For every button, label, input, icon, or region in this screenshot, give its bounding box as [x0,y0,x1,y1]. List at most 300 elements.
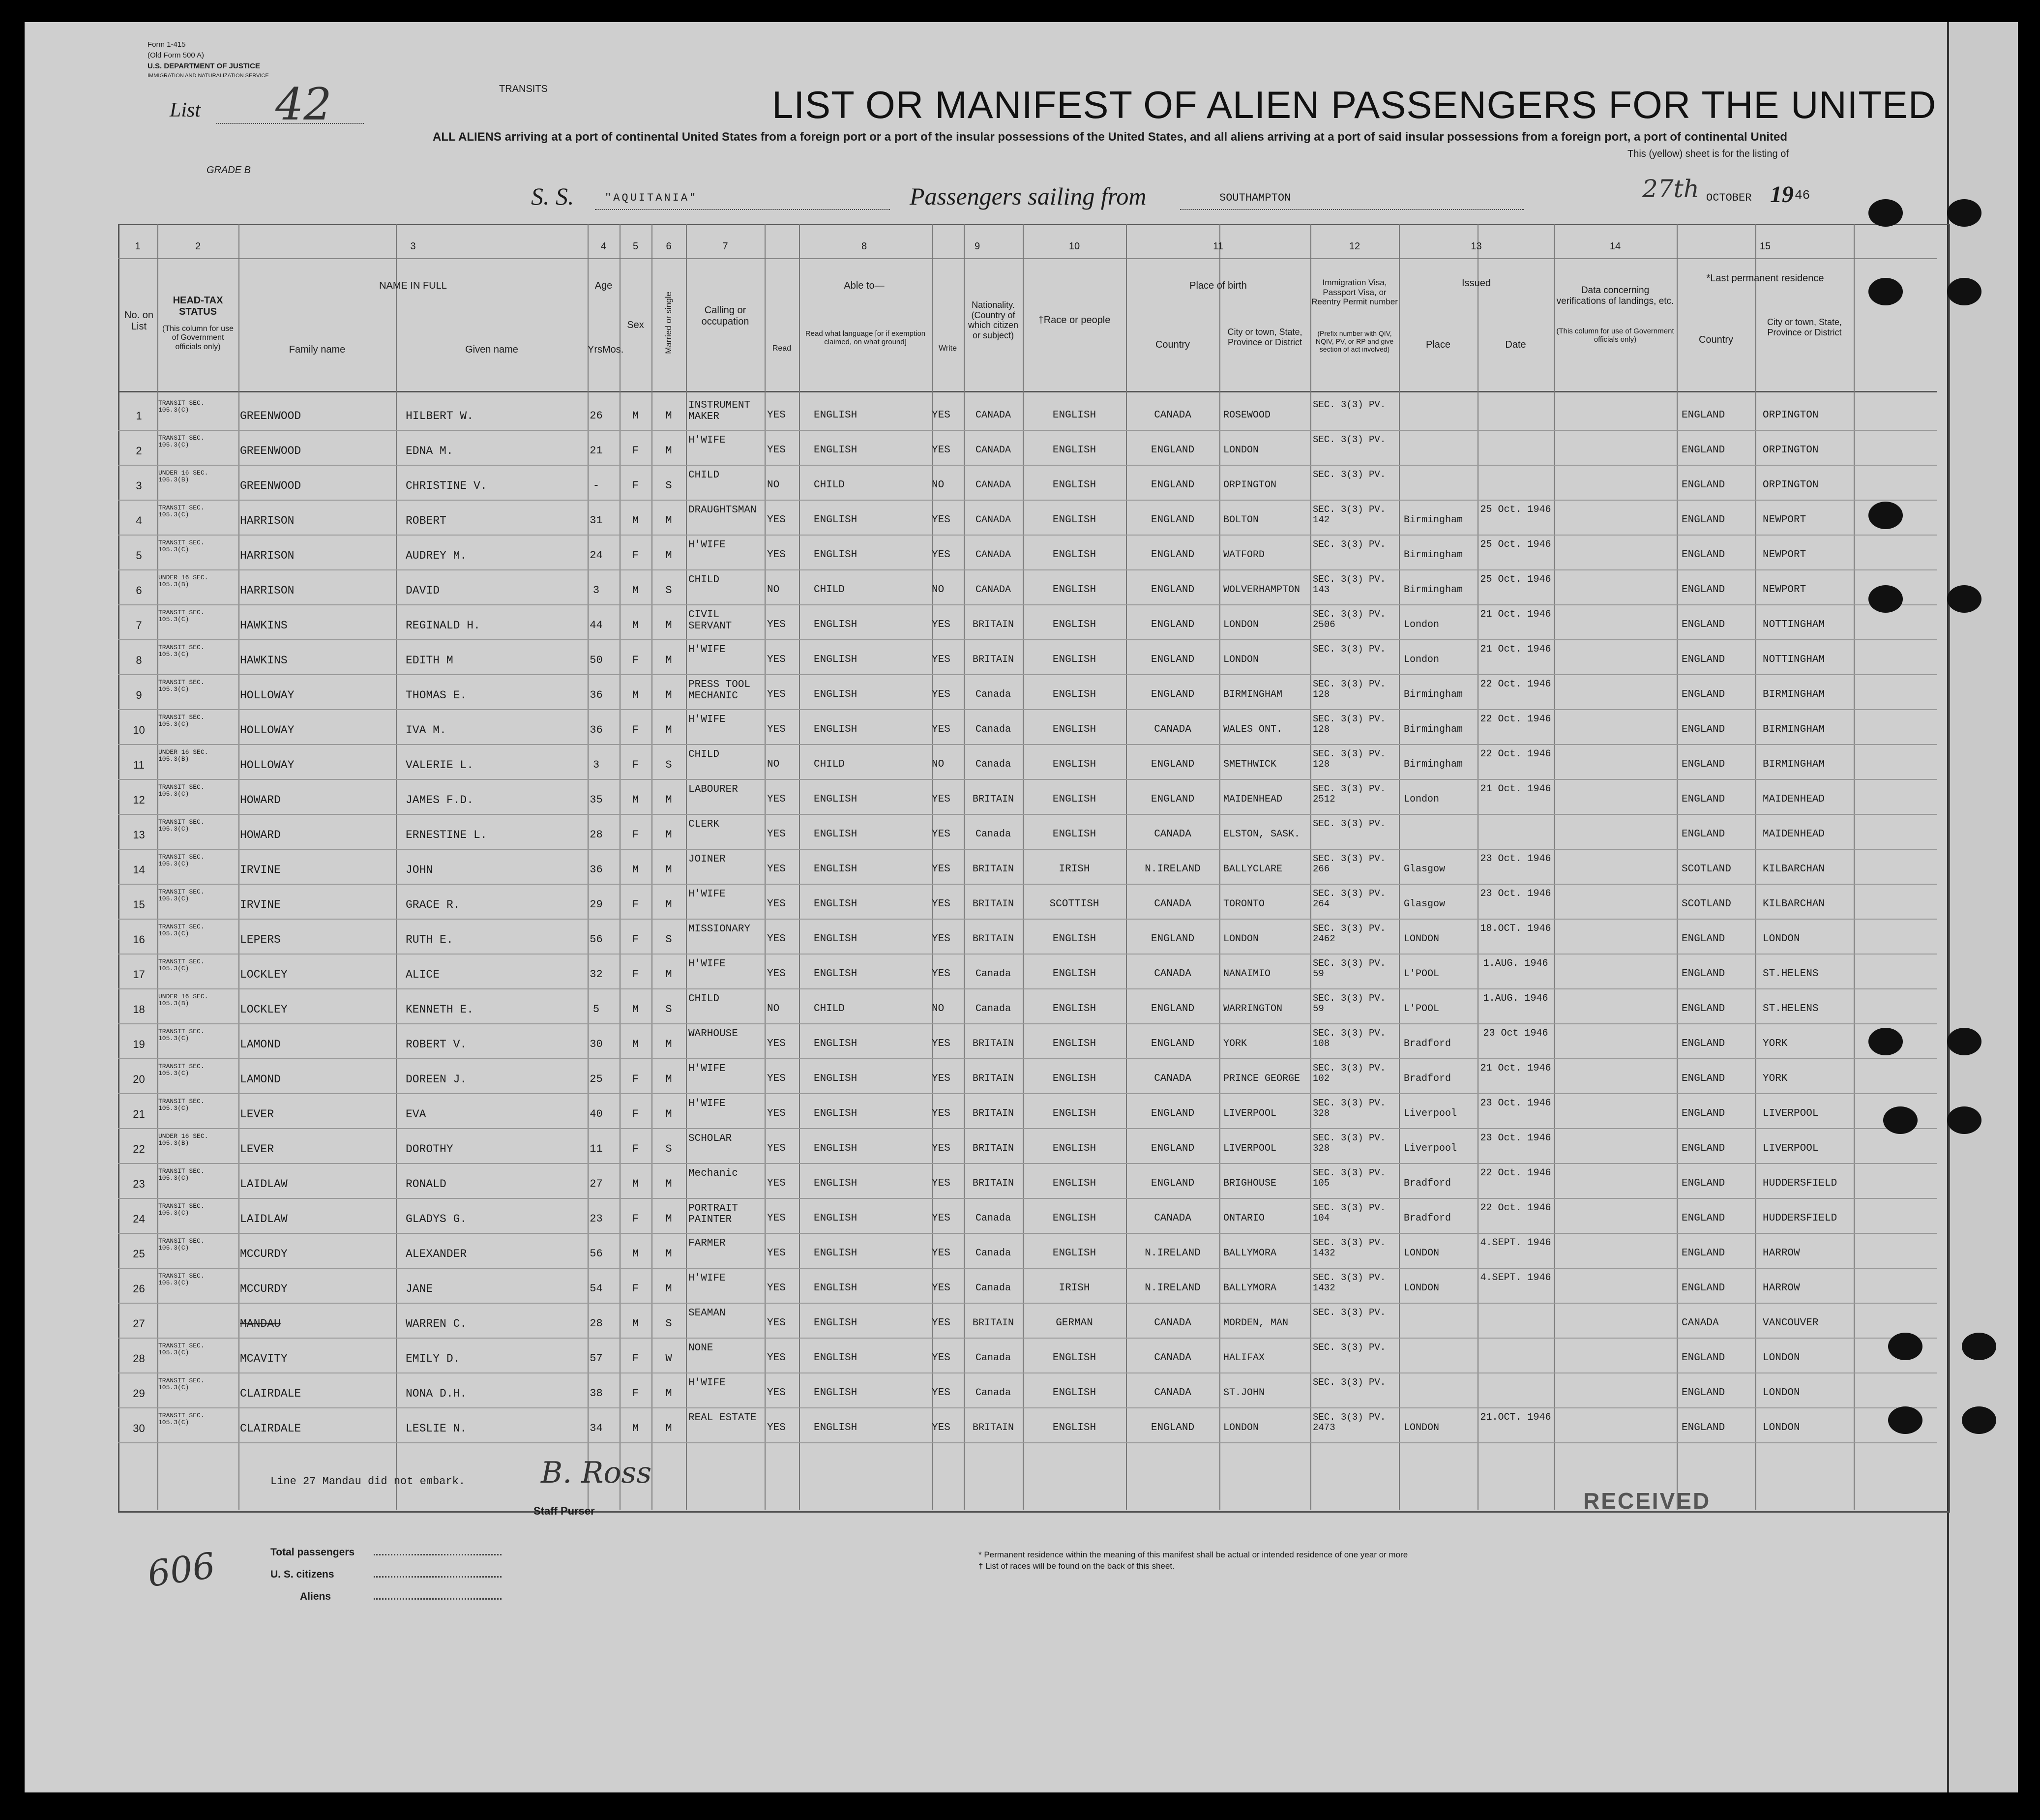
sex: M [632,1248,639,1260]
birth-country: N.IRELAND [1145,1283,1201,1294]
row-number: 14 [133,864,145,876]
birth-city: WOLVERHAMPTON [1223,584,1301,596]
issued-place: Birmingham [1404,549,1463,561]
head-tax-status: TRANSIT SEC. 105.3(C) [158,783,205,798]
sex: F [632,1108,639,1120]
read-language: CHILD [814,584,845,596]
row-number: 9 [136,689,142,701]
hdr-mos: Mos. [602,344,624,355]
col-num: 3 [410,241,416,252]
residence-city: BIRMINGHAM [1763,759,1825,770]
can-write: YES [932,689,950,700]
hdr-issued-place: Place [1425,339,1451,350]
race: ENGLISH [1052,1387,1096,1399]
col-rule [1677,224,1678,1510]
family-name: HAWKINS [240,619,288,632]
race: ENGLISH [1052,1248,1096,1259]
marital-status: M [665,1108,672,1120]
can-write: YES [932,864,950,875]
sex: F [632,445,639,457]
marital-status: M [665,1038,672,1050]
head-tax-status: TRANSIT SEC. 105.3(C) [158,434,205,449]
given-name: RONALD [406,1178,446,1191]
age-years: 38 [590,1387,603,1400]
marital-status: M [665,829,672,841]
row-rule [118,430,1937,431]
given-name: JANE [406,1283,433,1295]
calling: H'WIFE [688,539,726,551]
birth-country: ENGLAND [1151,933,1195,945]
not-embarked-note: Line 27 Mandau did not embark. [270,1475,466,1488]
issued-date: 23 Oct. 1946 [1480,853,1551,865]
hdr-visa-note: (Prefix number with QIV, NQIV, PV, or RP and give section of act involved) [1315,329,1394,354]
visa-number: SEC. 3(3) PV. 128 [1313,748,1386,770]
read-language: ENGLISH [814,794,857,805]
row-number: 26 [133,1283,145,1295]
age-years: 44 [590,619,603,631]
age-years: 40 [590,1108,603,1120]
nationality: Canada [975,1248,1011,1259]
row-rule [118,814,1937,815]
birth-country: ENGLAND [1151,1108,1195,1119]
punch-hole [1868,199,1903,227]
staff-purser-label: Staff Purser [533,1505,595,1517]
read-language: ENGLISH [814,1038,857,1049]
issued-place: Liverpool [1404,1108,1457,1119]
read-language: ENGLISH [814,689,857,700]
read-language: ENGLISH [814,445,857,456]
row-rule [118,1058,1937,1059]
age-years: 54 [590,1283,603,1295]
can-read: YES [767,1213,786,1224]
given-name: DAVID [406,584,440,597]
family-name: HARRISON [240,549,295,562]
head-tax-status: TRANSIT SEC. 105.3(C) [158,644,205,658]
visa-number: SEC. 3(3) PV. 102 [1313,1063,1386,1084]
row-number: 19 [133,1038,145,1050]
service-name: IMMIGRATION AND NATURALIZATION SERVICE [148,73,269,79]
row-rule [118,1442,1937,1443]
visa-number: SEC. 3(3) PV. [1313,644,1386,655]
visa-number: SEC. 3(3) PV. [1313,818,1386,829]
punch-hole [1868,1028,1903,1055]
birth-country: CANADA [1154,1213,1191,1224]
birth-city: SMETHWICK [1223,759,1277,770]
birth-city: WATFORD [1223,549,1265,561]
issued-date: 22 Oct. 1946 [1480,1167,1551,1179]
read-language: CHILD [814,759,845,770]
residence-city: KILBARCHAN [1763,898,1825,910]
col-rule [396,224,397,1510]
issued-place: London [1404,619,1440,630]
residence-country: SCOTLAND [1682,864,1731,875]
hdr-nationality: Nationality. (Country of which citizen or subject) [968,300,1019,341]
residence-country: ENGLAND [1682,549,1725,561]
given-name: NONA D.H. [406,1387,467,1400]
age-years: 31 [590,514,603,527]
col-num: 10 [1068,241,1080,252]
age-years: 11 [590,1143,603,1155]
family-name: LOCKLEY [240,1003,288,1016]
visa-number: SEC. 3(3) PV. 328 [1313,1133,1386,1154]
row-number: 6 [136,584,142,597]
hdr-sex: Sex [627,320,644,330]
issued-place: L'POOL [1404,968,1440,980]
family-name: MANDAU [240,1317,281,1330]
row-number: 5 [136,549,142,562]
can-read: YES [767,968,786,980]
visa-number: SEC. 3(3) PV. 108 [1313,1028,1386,1049]
nationality: Canada [975,1003,1011,1014]
calling: INSTRUMENT MAKER [688,400,751,423]
can-read: YES [767,1422,786,1433]
calling: CHILD [688,574,720,586]
hdr-head-tax-note: (This column for use of Government officials only) [162,325,234,351]
calling: H'WIFE [688,889,726,900]
row-number: 24 [133,1213,145,1225]
residence-country: ENGLAND [1682,1283,1725,1294]
head-tax-status: TRANSIT SEC. 105.3(C) [158,888,205,903]
row-rule [118,709,1937,710]
calling: CHILD [688,993,720,1005]
read-language: ENGLISH [814,724,857,735]
row-number: 1 [136,410,142,422]
hdr-married: Married or single [664,292,674,354]
residence-country: ENGLAND [1682,1038,1725,1049]
list-number: 42 [275,79,332,130]
issued-place: Liverpool [1404,1143,1457,1154]
sex: F [632,549,639,562]
marital-status: M [665,1178,672,1190]
can-write: YES [932,1387,950,1399]
residence-country: ENGLAND [1682,1387,1725,1399]
race: ENGLISH [1052,759,1096,770]
birth-city: ST.JOHN [1223,1387,1265,1399]
row-number: 4 [136,514,142,527]
visa-number: SEC. 3(3) PV. [1313,469,1386,480]
given-name: JOHN [406,864,433,876]
row-rule [118,988,1937,989]
visa-number: SEC. 3(3) PV. 104 [1313,1202,1386,1223]
column-number-rule [118,258,1937,259]
issued-place: LONDON [1404,1283,1440,1294]
sex: M [632,1038,639,1050]
read-language: ENGLISH [814,1213,857,1224]
marital-status: M [665,794,672,806]
received-stamp: RECEIVED [1583,1488,1711,1514]
nationality: CANADA [975,410,1011,421]
residence-city: KILBARCHAN [1763,864,1825,875]
row-number: 10 [133,724,145,736]
can-write: YES [932,1213,950,1224]
residence-country: ENGLAND [1682,1178,1725,1189]
punch-hole [1883,1106,1918,1134]
birth-country: ENGLAND [1151,654,1195,665]
issued-date: 23 Oct. 1946 [1480,1098,1551,1109]
birth-country: ENGLAND [1151,514,1195,526]
calling: CHILD [688,749,720,760]
residence-city: ST.HELENS [1763,1003,1819,1014]
sex: M [632,584,639,597]
family-name: MCCURDY [240,1283,288,1295]
birth-country: ENGLAND [1151,549,1195,561]
col-num: 7 [722,241,728,252]
given-name: VALERIE L. [406,759,474,772]
given-name: KENNETH E. [406,1003,474,1016]
residence-country: ENGLAND [1682,479,1725,491]
issued-date: 4.SEPT. 1946 [1480,1272,1551,1283]
residence-country: ENGLAND [1682,759,1725,770]
sex: F [632,1213,639,1225]
can-read: NO [767,1003,780,1014]
nationality: BRITAIN [972,864,1014,875]
age-years: 29 [590,898,603,911]
nationality: BRITAIN [972,1073,1014,1084]
hdr-yrs: Yrs. [588,344,605,355]
can-read: YES [767,1143,786,1154]
race: ENGLISH [1052,829,1096,840]
given-name: EMILY D. [406,1352,460,1365]
marital-status: M [665,1073,672,1085]
col-rule [1399,224,1400,1510]
race: SCOTTISH [1049,898,1099,910]
head-tax-status: TRANSIT SEC. 105.3(C) [158,923,205,938]
given-name: REGINALD H. [406,619,480,632]
row-rule [118,1198,1937,1199]
given-name: JAMES F.D. [406,794,474,806]
residence-country: ENGLAND [1682,933,1725,945]
calling: SEAMAN [688,1308,726,1319]
visa-number: SEC. 3(3) PV. 2512 [1313,783,1386,805]
nationality: Canada [975,829,1011,840]
given-name: ALEXANDER [406,1248,467,1260]
row-number: 16 [133,933,145,946]
issued-date: 1.AUG. 1946 [1483,993,1548,1004]
can-read: YES [767,514,786,526]
residence-country: ENGLAND [1682,1108,1725,1119]
birth-country: CANADA [1154,410,1191,421]
sex: F [632,654,639,666]
nationality: CANADA [975,445,1011,456]
read-language: ENGLISH [814,1248,857,1259]
birth-country: ENGLAND [1151,1003,1195,1014]
birth-city: ONTARIO [1223,1213,1265,1224]
can-write: YES [932,933,950,945]
col-rule [1023,224,1024,1510]
age-years: - [592,479,600,492]
nationality: BRITAIN [972,794,1014,805]
head-tax-status: TRANSIT SEC. 105.3(C) [158,853,205,868]
row-number: 18 [133,1003,145,1015]
visa-number: SEC. 3(3) PV. 142 [1313,504,1386,525]
head-tax-status: TRANSIT SEC. 105.3(C) [158,1063,205,1077]
list-label: List [170,99,201,121]
age-years: 36 [590,724,603,736]
issued-place: Bradford [1404,1213,1451,1224]
birth-country: ENGLAND [1151,479,1195,491]
race-list-note: † List of races will be found on the back of this sheet. [978,1561,1175,1571]
residence-city: YORK [1763,1038,1788,1049]
can-write: YES [932,1248,950,1259]
hdr-place-of-birth: Place of birth [1189,280,1247,291]
residence-country: ENGLAND [1682,1248,1725,1259]
residence-city: BIRMINGHAM [1763,724,1825,735]
col-rule [686,224,687,1510]
row-number: 11 [133,759,145,771]
can-read: YES [767,410,786,421]
head-tax-status: TRANSIT SEC. 105.3(C) [158,609,205,624]
birth-city: ELSTON, SASK. [1223,829,1301,840]
head-tax-status: TRANSIT SEC. 105.3(C) [158,1202,205,1217]
family-name: LEPERS [240,933,281,946]
nationality: Canada [975,1213,1011,1224]
head-tax-status: UNDER 16 SEC. 105.3(B) [158,748,208,763]
ss-label: S. S. [531,182,574,210]
given-name: EVA [406,1108,426,1121]
residence-country: ENGLAND [1682,794,1725,805]
race: ENGLISH [1052,619,1096,630]
head-tax-status: TRANSIT SEC. 105.3(C) [158,1342,205,1357]
citizens-line [374,1576,502,1578]
residence-country: ENGLAND [1682,968,1725,980]
birth-city: MORDEN, MAN [1223,1317,1289,1329]
race: ENGLISH [1052,1213,1096,1224]
issued-place: Bradford [1404,1073,1451,1084]
birth-city: BRIGHOUSE [1223,1178,1277,1189]
us-citizens-label: U. S. citizens [270,1569,334,1580]
sex: F [632,933,639,946]
calling: FARMER [688,1238,726,1249]
issued-place: Birmingham [1404,689,1463,700]
can-write: YES [932,445,950,456]
family-name: MCAVITY [240,1352,288,1365]
can-read: YES [767,933,786,945]
birth-country: ENGLAND [1151,445,1195,456]
race: ENGLISH [1052,1108,1096,1119]
marital-status: M [665,1387,672,1400]
age-years: 3 [592,584,600,597]
marital-status: M [665,1422,672,1434]
residence-country: ENGLAND [1682,1352,1725,1364]
sex: F [632,1387,639,1400]
issued-date: 21 Oct. 1946 [1480,644,1551,655]
family-name: HOLLOWAY [240,689,295,702]
nationality: BRITAIN [972,1038,1014,1049]
age-years: 25 [590,1073,603,1085]
issued-date: 22 Oct. 1946 [1480,748,1551,760]
given-name: HILBERT W. [406,410,474,422]
sex: M [632,1003,639,1015]
residence-city: NOTTINGHAM [1763,654,1825,665]
hdr-landings-note: (This column for use of Government officials only) [1556,327,1674,344]
can-write: YES [932,549,950,561]
issued-date: 21.OCT. 1946 [1480,1412,1551,1423]
can-read: YES [767,794,786,805]
marital-status: S [665,479,672,492]
race: ENGLISH [1052,1038,1096,1049]
calling: LABOURER [688,784,738,795]
punch-hole [1947,1106,1981,1134]
residence-country: ENGLAND [1682,619,1725,630]
race: ENGLISH [1052,479,1096,491]
issued-date: 23 Oct. 1946 [1480,1133,1551,1144]
row-rule [118,849,1937,850]
hdr-birth-city: City or town, State, Province or District [1227,327,1302,347]
birth-country: CANADA [1154,898,1191,910]
can-read: YES [767,1073,786,1084]
birth-country: CANADA [1154,724,1191,735]
calling: H'WIFE [688,714,726,725]
head-tax-status: TRANSIT SEC. 105.3(C) [158,1377,205,1392]
col-rule [1219,224,1220,1510]
row-number: 20 [133,1073,145,1085]
punch-hole [1962,1333,1996,1360]
row-rule [118,535,1937,536]
row-rule [118,1163,1937,1164]
head-tax-status: TRANSIT SEC. 105.3(C) [158,1167,205,1182]
marital-status: S [665,759,672,771]
residence-country: ENGLAND [1682,689,1725,700]
birth-city: LIVERPOOL [1223,1143,1277,1154]
residence-city: ST.HELENS [1763,968,1819,980]
read-language: ENGLISH [814,1108,857,1119]
can-read: YES [767,724,786,735]
sailing-year: 46 [1795,188,1810,203]
row-rule [118,1303,1937,1304]
residence-city: NOTTINGHAM [1763,619,1825,630]
age-years: 26 [590,410,603,422]
permanent-residence-note: * Permanent residence within the meaning of this manifest shall be actual or intended residence of one year or more [978,1550,1408,1559]
row-number: 23 [133,1178,145,1190]
row-number: 8 [136,654,142,666]
row-rule [118,465,1937,466]
read-language: CHILD [814,1003,845,1014]
age-years: 34 [590,1422,603,1434]
visa-number: SEC. 3(3) PV. 328 [1313,1098,1386,1119]
age-years: 28 [590,1317,603,1330]
family-name: HOWARD [240,794,281,806]
sex: M [632,794,639,806]
hdr-family-name: Family name [289,344,346,355]
age-years: 57 [590,1352,603,1365]
birth-city: ORPINGTON [1223,479,1277,491]
read-language: ENGLISH [814,1178,857,1189]
family-name: CLAIRDALE [240,1422,301,1435]
row-number: 12 [133,794,145,806]
can-write: YES [932,1422,950,1433]
issued-place: LONDON [1404,1248,1440,1259]
visa-number: SEC. 3(3) PV. 59 [1313,993,1386,1014]
can-write: YES [932,968,950,980]
can-write: YES [932,1108,950,1119]
sheet-note: This (yellow) sheet is for the listing of [1627,149,1789,159]
marital-status: M [665,410,672,422]
row-rule [118,639,1937,640]
residence-city: ORPINGTON [1763,479,1819,491]
calling: H'WIFE [688,435,726,446]
family-name: LOCKLEY [240,968,288,981]
issued-place: Glasgow [1404,898,1446,910]
birth-country: CANADA [1154,1387,1191,1399]
race: ENGLISH [1052,654,1096,665]
row-number: 2 [136,445,142,457]
issued-place: Bradford [1404,1038,1451,1049]
residence-city: LONDON [1763,933,1800,945]
family-name: LAIDLAW [240,1213,288,1225]
hdr-read-lang: Read what language [or if exemption claimed, on what ground] [805,329,926,347]
can-write: YES [932,794,950,805]
read-language: ENGLISH [814,1073,857,1084]
